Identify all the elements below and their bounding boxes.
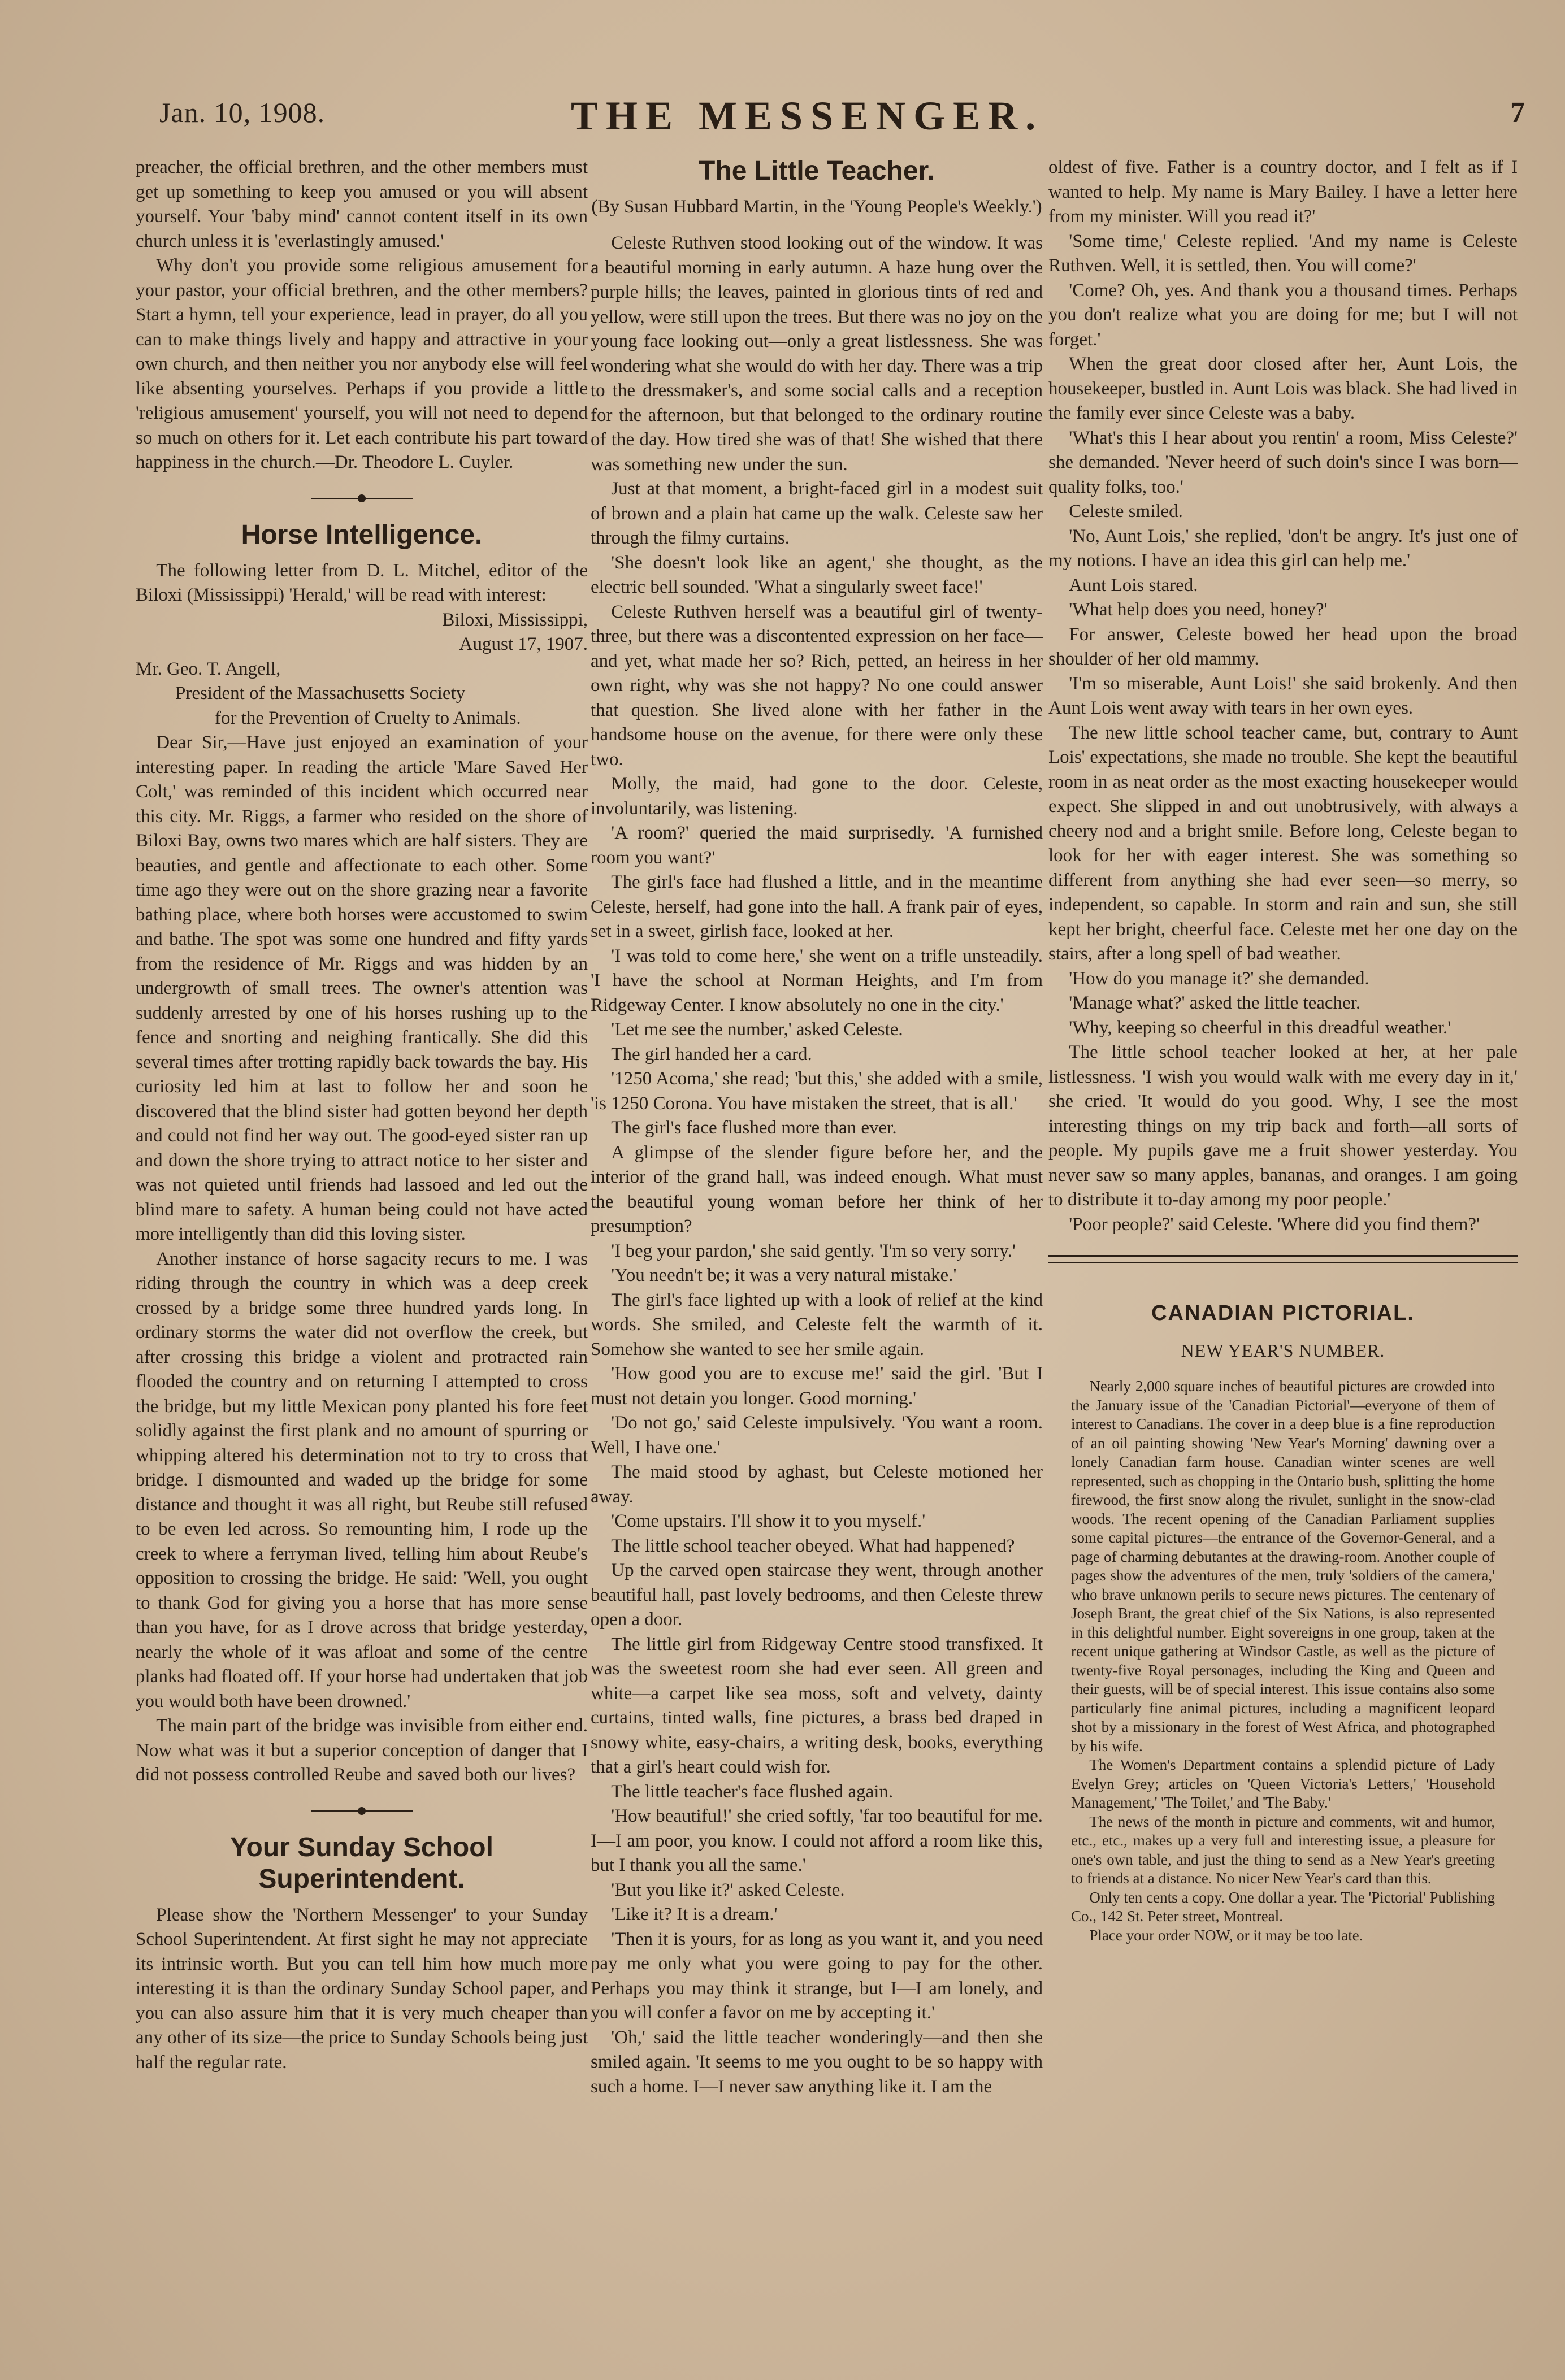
newspaper-title: THE MESSENGER. — [571, 93, 1044, 138]
letter-recipient: Mr. Geo. T. Angell, — [136, 658, 281, 679]
article-paragraph: 'I beg your pardon,' she said gently. 'I'm so very sorry.' — [611, 1240, 1016, 1261]
article-paragraph: 'Come? Oh, yes. And thank you a thousand times. Perhaps you don't realize what you are doing for me; but I will not forget.' — [1048, 280, 1518, 350]
article-paragraph: '1250 Acoma,' she read; 'but this,' she added with a smile, 'is 1250 Corona. You have mistaken the street, that is all.' — [591, 1069, 1043, 1114]
article-paragraph: The news of the month in picture and comments, wit and humor, etc., etc., makes up a very full and interesting issue, a pleasure for one's own table, and just the thing to send as a New Year's greeting to friends at a distance. No nicer New Year's card than this. — [1071, 1813, 1495, 1887]
article-paragraph: The new little school teacher came, but, contrary to Aunt Lois' expectations, she made no trouble. She kept the beautiful room in as neat order as the most exacting housekeeper would expect. She slipped in and out unobtrusively, with always a cheery nod and a bright smile. Before long, Celeste began to look for her with eager interest. She was something so different from anything she had ever seen—so merry, so independent, so capable. In storm and rain and sun, she still kept her bright, cheerful face. Celeste met her one day on the stairs, after a long spell of bad weather. — [1048, 722, 1518, 964]
article-paragraph: The little school teacher obeyed. What had happened? — [611, 1535, 1015, 1556]
article-paragraph: 'Like it? It is a dream.' — [611, 1904, 778, 1925]
page-number: 7 — [1510, 97, 1525, 129]
article-paragraph: 'But you like it?' asked Celeste. — [611, 1879, 845, 1900]
letter-date: August 17, 1907. — [459, 634, 588, 654]
headline-horse-intelligence: Horse Intelligence. — [241, 519, 483, 550]
article-paragraph: 'Why, keeping so cheerful in this dreadful weather.' — [1069, 1017, 1451, 1038]
article-paragraph: The girl's face lighted up with a look of relief at the kind words. She smiled, and Celeste felt the warmth of it. Somehow she wanted to see her smile again. — [591, 1289, 1043, 1360]
article-paragraph: 'Come upstairs. I'll show it to you myself.' — [611, 1511, 926, 1531]
article-paragraph: 'How do you manage it?' she demanded. — [1069, 968, 1369, 989]
article-paragraph: 'A room?' queried the maid surprisedly. 'A furnished room you want?' — [591, 823, 1043, 868]
article-paragraph: 'Manage what?' asked the little teacher. — [1069, 993, 1361, 1013]
section-divider — [136, 487, 588, 509]
article-paragraph: Celeste Ruthven stood looking out of the window. It was a beautiful morning in early autumn. A haze hung over the purple hills; the leaves, painted in glorious tints of red and yellow, were still upon the trees. But there was no joy on the young face looking out—only a great listlessness. She was wondering what she would do with her day. There was a trip to the dressmaker's, and some social calls and a reception for the afternoon, but that belonged to the ordinary routine of the day. How tired she was of that! She wished that there was something new under the sun. — [591, 233, 1043, 475]
article-paragraph: Celeste smiled. — [1069, 501, 1183, 522]
letter-recipient-title: President of the Massachusetts Society — [175, 683, 466, 703]
article-paragraph: 'I'm so miserable, Aunt Lois!' she said brokenly. And then Aunt Lois went away with tears in her own eyes. — [1048, 673, 1518, 718]
headline-sunday-school: Your Sunday School Superintendent. — [230, 1832, 493, 1894]
article-paragraph: 'What help does you need, honey?' — [1069, 600, 1328, 620]
article-paragraph: preacher, the official brethren, and the other members must get up something to keep you amused or you will absent yourself. Your 'baby mind' cannot content itself in its own church unless it is 'everlastingly amused.' — [136, 157, 588, 251]
article-paragraph: When the great door closed after her, Aunt Lois, the housekeeper, bustled in. Aunt Lois was black. She had lived in the family ever since Celeste was a baby. — [1048, 354, 1518, 423]
article-paragraph: The little girl from Ridgeway Centre stood transfixed. It was the sweetest room she had ever seen. All green and white—a carpet like sea moss, soft and velvety, dainty curtains, tinted walls, fine pictures, a brass bed draped in snowy white, easy-chairs, a writing desk, books, everything that a girl's heart could wish for. — [591, 1634, 1043, 1777]
article-paragraph: The little school teacher looked at her, at her pale listlessness. 'I wish you would walk with me every day in it,' she cried. 'It would do you good. Why, I see the most interesting things on my trip back and forth—all sorts of people. My pupils gave me a fruit shower yesterday. You never saw so many apples, bananas, and oranges. I am going to distribute it to-day among my poor people.' — [1048, 1042, 1518, 1210]
article-paragraph: 'How good you are to excuse me!' said the girl. 'But I must not detain you longer. Good morning.' — [591, 1363, 1043, 1409]
article-paragraph: Only ten cents a copy. One dollar a year. The 'Pictorial' Publishing Co., 142 St. Peter street, Montreal. — [1071, 1888, 1495, 1925]
article-paragraph: Why don't you provide some religious amusement for your pastor, your official brethren, and the other members? Start a hymn, tell your experience, lead in prayer, do all you can to make things lively and happy and attractive in your own church, and then neither you nor anybody else will feel like absenting yourselves. Perhaps if you provide a little 'religious amusement' yourself, you will not need to depend so much on others for it. Let each contribute his part toward happiness in the church.—Dr. Theodore L. Cuyler. — [136, 255, 588, 472]
column-middle — [591, 155, 1043, 2336]
article-paragraph: 'You needn't be; it was a very natural mistake.' — [611, 1265, 957, 1285]
article-paragraph: Aunt Lois stared. — [1069, 575, 1198, 596]
headline-little-teacher: The Little Teacher. — [699, 156, 935, 186]
article-paragraph: Dear Sir,—Have just enjoyed an examination of your interesting paper. In reading the article 'Mare Saved Her Colt,' was reminded of this incident which occurred near this city. Mr. Riggs, a farmer who resided on the shore of Biloxi Bay, owns two mares which are half sisters. They are beauties, and gentle and affectionate to each other. Some time ago they were out on the shore grazing near a favorite bathing place, where both horses were accustomed to swim and bathe. The spot was some one hundred and fifty yards from the residence of Mr. Riggs and was hidden by an undergrowth of small trees. The owner's attention was suddenly arrested by one of his horses rushing up to the fence and snorting and neighing frantically. She did this several times after trotting rapidly back towards the bay. His curiosity led him at last to follow her and soon he discovered that the blind sister had gotten beyond her depth and could not find her way out. The good-eyed sister ran up and down the shore trying to attract notice to her sister and was not quieted until friends had lassoed and led out the blind mare to safety. A human being could not have acted more intelligently than did this loving sister. — [136, 732, 588, 1244]
article-paragraph: The girl's face flushed more than ever. — [611, 1118, 897, 1138]
section-rule — [1048, 1249, 1518, 1270]
article-paragraph: Molly, the maid, had gone to the door. Celeste, involuntarily, was listening. — [591, 774, 1043, 819]
article-paragraph: The girl's face had flushed a little, and in the meantime Celeste, herself, had gone into the hall. A frank pair of eyes, set in a sweet, girlish face, looked at her. — [591, 872, 1043, 941]
issue-date: Jan. 10, 1908. — [159, 97, 326, 128]
article-paragraph: 'What's this I hear about you rentin' a room, Miss Celeste?' she demanded. 'Never heerd of such doin's since I was born—quality folks, too.' — [1048, 427, 1518, 497]
column-left — [136, 155, 588, 2336]
article-paragraph: 'Some time,' Celeste replied. 'And my name is Celeste Ruthven. Well, it is settled, then. You will come?' — [1048, 231, 1518, 276]
article-paragraph: A glimpse of the slender figure before her, and the interior of the grand hall, was indeed enough. What must the beautiful young woman before her think of her presumption? — [591, 1142, 1043, 1236]
section-divider — [136, 1799, 588, 1822]
article-paragraph: Just at that moment, a bright-faced girl in a modest suit of brown and a plain hat came up the walk. Celeste saw her through the filmy curtains. — [591, 479, 1043, 548]
article-paragraph: 'Poor people?' said Celeste. 'Where did you find them?' — [1069, 1214, 1480, 1235]
article-paragraph: 'Let me see the number,' asked Celeste. — [611, 1019, 903, 1040]
letter-place: Biloxi, Mississippi, — [442, 609, 588, 630]
article-paragraph: 'She doesn't look like an agent,' she thought, as the electric bell sounded. 'What a singularly sweet face!' — [591, 552, 1043, 597]
article-paragraph: 'Do not go,' said Celeste impulsively. 'You want a room. Well, I have one.' — [591, 1413, 1043, 1458]
article-paragraph: Please show the 'Northern Messenger' to your Sunday School Superintendent. At first sight he may not appreciate its intrinsic worth. But you can tell him how much more interesting it is than the ordinary Sunday School paper, and you can also assure him that it is very much cheaper than any other of its size—the price to Sunday Schools being just half the regular rate. — [136, 1904, 588, 2073]
article-paragraph: 'Then it is yours, for as long as you want it, and you need pay me only what you were going to pay for the other. Perhaps you may think it strange, but I—I am lonely, and you will confer a favor on me by accepting it.' — [591, 1929, 1043, 2023]
article-paragraph: The little teacher's face flushed again. — [611, 1781, 894, 1802]
article-paragraph: The main part of the bridge was invisible from either end. Now what was it but a superior conception of danger that I did not possess controlled Reube and saved both our lives? — [136, 1715, 588, 1785]
article-paragraph: 'How beautiful!' she cried softly, 'far too beautiful for me. I—I am poor, you know. I could not afford a room like this, but I thank you all the same.' — [591, 1806, 1043, 1875]
subheadline-new-years-number: NEW YEAR'S NUMBER. — [1181, 1340, 1385, 1361]
byline: (By Susan Hubbard Martin, in the 'Young People's Weekly.') — [591, 197, 1042, 217]
column-right — [1048, 155, 1518, 2336]
article-paragraph: Nearly 2,000 square inches of beautiful pictures are crowded into the January issue of the 'Canadian Pictorial'—everyone of them of interest to Canadians. The cover in a deep blue is a fine reproduction of an oil painting showing 'New Year's Morning' dawning over a lonely Canadian farm house. Canadian winter scenes are well represented, such as chopping in the Ontario bush, splitting the home firewood, the first snow along the rivulet, sunlight in the snow-clad woods. The recent opening of the Canadian Parliament supplies some capital pictures—the entrance of the Governor-General, and a page of charming debutantes at the drawing-room. Another couple of pages show the adventures of the men, truly 'soldiers of the camera,' who brave unknown perils to secure news pictures. The centenary of Joseph Brant, the great chief of the Six Nations, is also represented in this delightful number. Eight sovereigns in one group, taken at the recent unique gathering at Windsor Castle, as well as the picture of twenty-five Royal personages, including the King and Queen and their guests, will be of special interest. This issue contains also some particularly fine animal pictures, including a magnificent leopard shot by a missionary in the forest of West Africa, and photographed by his wife. — [1071, 1378, 1495, 1754]
article-paragraph: Another instance of horse sagacity recurs to me. I was riding through the country in which was a deep creek crossed by a bridge some three hundred yards long. In ordinary storms the water did not overflow the creek, but after crossing this bridge a violent and protracted rain flooded the country and on returning I attempted to cross the bridge, but my little Mexican pony planted his fore feet solidly against the first plank and no amount of spurring or whipping altered his determination not to try to cross that bridge. I dismounted and waded up the bridge for some distance and thought it was all right, but Reube still refused to be even led across. So remounting him, I rode up the creek to where a ferryman lived, telling him about Reube's opposition to crossing the bridge. He said: 'Well, you ought to thank God for giving you a horse that has more sense than you have, for as I drove across that bridge yesterday, nearly the whole of it was afloat and some of the centre planks had floated off. If your horse had undertaken that job you would both have been drowned.' — [136, 1248, 588, 1712]
article-paragraph: For answer, Celeste bowed her head upon the broad shoulder of her old mammy. — [1048, 624, 1518, 669]
article-paragraph: 'I was told to come here,' she went on a trifle unsteadily. 'I have the school at Norman Heights, and I'm from Ridgeway Center. I know absolutely no one in the city.' — [591, 945, 1043, 1015]
article-paragraph: oldest of five. Father is a country doctor, and I felt as if I wanted to help. My name is Mary Bailey. I have a letter here from my minister. Will you read it?' — [1048, 157, 1518, 227]
article-paragraph: The girl handed her a card. — [611, 1044, 812, 1065]
article-paragraph: Celeste Ruthven herself was a beautiful girl of twenty-three, but there was a discontented expression on her face—and yet, what made her so? Rich, petted, an heiress in her own right, why was she not happy? No one could answer that question. She lived alone with her father in the handsome house on the avenue, for there were only these two. — [591, 601, 1043, 770]
article-paragraph: Up the carved open staircase they went, through another beautiful hall, past lovely bedrooms, and then Celeste threw open a door. — [591, 1560, 1043, 1630]
masthead — [0, 93, 1565, 158]
letter-recipient-org: for the Prevention of Cruelty to Animals. — [215, 707, 521, 728]
article-paragraph: Place your order NOW, or it may be too late. — [1089, 1926, 1363, 1944]
article-paragraph: The maid stood by aghast, but Celeste motioned her away. — [591, 1462, 1043, 1507]
letter-intro: The following letter from D. L. Mitchel, editor of the Biloxi (Mississippi) 'Herald,' will be read with interest: — [136, 560, 588, 605]
article-paragraph: 'Oh,' said the little teacher wonderingly—and then she smiled again. 'It seems to me you ought to be so happy with such a home. I—I never saw anything like it. I am the — [591, 2027, 1043, 2097]
article-paragraph: The Women's Department contains a splendid picture of Lady Evelyn Grey; articles on 'Queen Victoria's Letters,' 'Household Management,' 'The Toilet,' and 'The Baby.' — [1071, 1756, 1495, 1811]
headline-canadian-pictorial: CANADIAN PICTORIAL. — [1151, 1301, 1415, 1325]
article-paragraph: 'No, Aunt Lois,' she replied, 'don't be angry. It's just one of my notions. I have an idea this girl can help me.' — [1048, 525, 1518, 571]
